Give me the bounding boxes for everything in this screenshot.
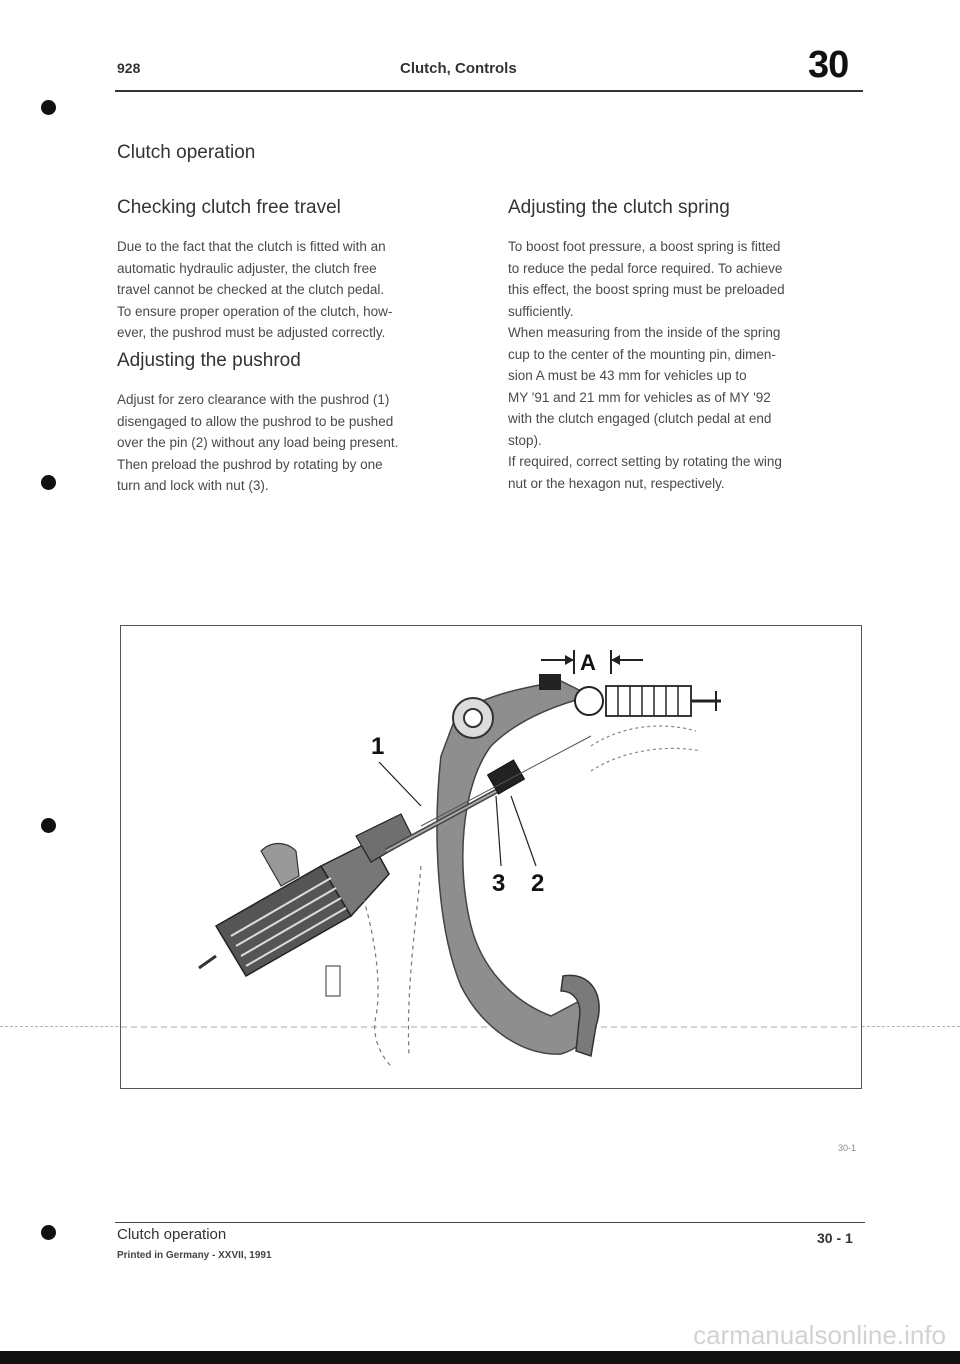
heading-checking-free-travel: Checking clutch free travel <box>117 197 341 218</box>
model-number: 928 <box>117 60 141 76</box>
binding-hole-4 <box>41 1225 56 1240</box>
callout-2: 2 <box>531 870 545 897</box>
dimension-a-indicator <box>541 650 643 675</box>
dimension-a-label: A <box>580 650 596 675</box>
page-number: 30 - 1 <box>817 1230 853 1246</box>
figure-reference: 30-1 <box>838 1143 857 1153</box>
heading-adjusting-clutch-spring: Adjusting the clutch spring <box>508 197 730 218</box>
print-info: Printed in Germany - XXVII, 1991 <box>117 1250 272 1261</box>
callout-1: 1 <box>371 733 385 760</box>
paragraph-free-travel: Due to the fact that the clutch is fitted with an automatic hydraulic adjuster, the clutch free travel cannot be checked at the clutch pedal. To ensure proper operation of the clutch, how- ever, the pushrod must be adjusted correctly. <box>117 239 393 340</box>
watermark: carmanualsonline.info <box>693 1320 946 1350</box>
bottom-bar <box>0 1351 960 1364</box>
pushrod-clevis <box>488 760 525 794</box>
binding-hole-2 <box>41 475 56 490</box>
clutch-pedal-illustration <box>121 626 862 1089</box>
header-rule <box>115 90 863 92</box>
master-cylinder <box>199 841 389 976</box>
clutch-pedal-figure <box>120 625 862 1089</box>
callout-3: 3 <box>492 870 506 897</box>
paragraph-clutch-spring: To boost foot pressure, a boost spring is fitted to reduce the pedal force required. To achieve this effect, the boost spring must be preloaded sufficiently. When measuring from the inside of the spring cup to the center of the mounting pin, dimen- sion A must be 43 mm for vehicles up to MY '91 and 21 mm for vehicles as of MY '92 with the clutch engaged (clutch pedal at end stop). If required, correct setting by rotating the wing nut or the hexagon nut, respectively. <box>508 239 785 491</box>
section-number: 30 <box>808 44 849 86</box>
section-title: Clutch, Controls <box>400 60 517 77</box>
footer-rule <box>115 1222 865 1223</box>
binding-hole-1 <box>41 100 56 115</box>
footer-title: Clutch operation <box>117 1226 227 1243</box>
paragraph-pushrod: Adjust for zero clearance with the pushrod (1) disengaged to allow the pushrod to be pushed over the pin (2) without any load being present. Then preload the pushrod by rotating by one turn and lock with nut (3). <box>117 392 399 493</box>
heading-adjusting-pushrod: Adjusting the pushrod <box>117 350 301 371</box>
pedal-arm <box>437 681 593 1054</box>
page-heading: Clutch operation <box>117 142 256 163</box>
binding-hole-3 <box>41 818 56 833</box>
